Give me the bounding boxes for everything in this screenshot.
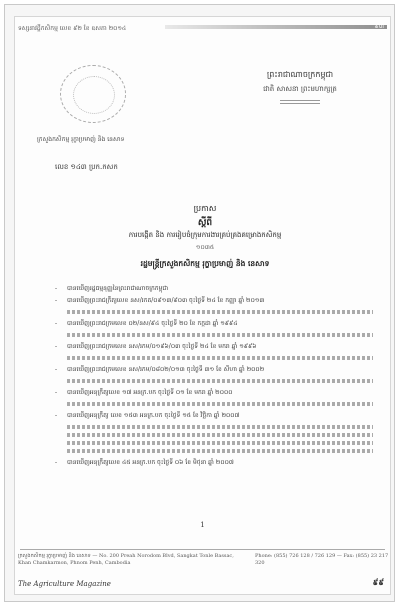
footer-rule xyxy=(20,549,385,550)
citation-list xyxy=(55,283,373,468)
citation-text: បានឃើញអនុក្រឹត្យលេខ ៤៥ អនក្រ.បក ចុះថ្ងៃទី ០៦ ខែ មិថុនា ឆ្នាំ ២០០៧ xyxy=(67,458,234,466)
document-code: ១០៣៥ xyxy=(195,244,215,251)
running-header: ទស្សនាវដ្តីកសិកម្ម លេខ ៩២ ខែ ឧសភា ២០១៤ xyxy=(18,25,127,32)
text-line-placeholder xyxy=(67,310,373,314)
text-line-placeholder xyxy=(67,379,373,383)
footer-page-badge: ៩៩ xyxy=(372,577,384,587)
minister-title: រដ្ឋមន្ត្រីក្រសួងកសិកម្ម រុក្ខាប្រមាញ់ និង នេសាទ xyxy=(140,259,270,268)
page-number: 1 xyxy=(200,521,205,529)
header-page-number: ៩៣ xyxy=(374,23,384,30)
bullet-dash: - xyxy=(55,342,58,350)
citation-item xyxy=(55,283,373,295)
text-line-placeholder xyxy=(67,402,373,406)
footer-contact: Phone: (855) 726 128 / 726 129 — Fax: (855) 23 217 320 xyxy=(255,553,389,566)
bullet-dash: - xyxy=(55,319,58,327)
document-subject-label: ស្តីពី xyxy=(197,218,213,228)
bullet-dash: - xyxy=(55,285,58,292)
text-line-placeholder xyxy=(67,449,373,453)
bullet-dash: - xyxy=(55,411,58,419)
bullet-dash: - xyxy=(55,388,58,396)
citation-text: បានឃើញព្រះរាជក្រមលេខ នស/រកម/០៨០២/០១៣ ចុះថ្ងៃទី ៣១ ខែ សីហា ឆ្នាំ ២០០២ xyxy=(67,365,265,373)
citation-text: បានឃើញព្រះរាជក្រឹត្យលេខ នស/រកត/០៩១៣/៩០៣ ចុះថ្ងៃទី ២៤ ខែ កញ្ញា ឆ្នាំ ២០១៣ xyxy=(67,296,265,304)
citation-text: បានឃើញរដ្ឋធម្មនុញ្ញនៃព្រះរាជាណាចក្រកម្ពុជា xyxy=(67,285,169,292)
text-line-placeholder xyxy=(67,356,373,360)
citation-item xyxy=(55,387,373,410)
citation-text: បានឃើញព្រះរាជក្រមលេខ នស/រកម/០១៩៦/០៣ ចុះថ្ងៃទី ២៤ ខែ មករា ឆ្នាំ ១៩៩៦ xyxy=(67,342,257,350)
reference-number: លេខ ១៤៣ ប្រក.កសក xyxy=(55,163,118,171)
citation-text: បានឃើញព្រះរាជក្រមលេខ ០២/នស/៩៤ ចុះថ្ងៃទី ២០ ខែ កក្កដា ឆ្នាំ ១៩៩៤ xyxy=(67,319,238,327)
citation-item xyxy=(55,295,373,318)
citation-item xyxy=(55,410,373,457)
citation-item xyxy=(55,341,373,364)
text-line-placeholder xyxy=(67,441,373,445)
document-page xyxy=(14,16,391,595)
bullet-dash: - xyxy=(55,458,58,466)
document-type: ប្រកាស xyxy=(193,204,217,213)
magazine-name: The Agriculture Magazine xyxy=(18,580,111,588)
footer-address: ក្រសួងកសិកម្ម រុក្ខាប្រមាញ់ និង នេសាទ — No. 200 Preah Norodom Blvd, Sangkat Tonle Bassac, Khan Chamkarmon, Phnom Penh, Cambodia xyxy=(18,553,234,566)
citation-item xyxy=(55,318,373,341)
kingdom-heading: ព្រះរាជាណាចក្រកម្ពុជា xyxy=(266,70,334,79)
ministry-name: ក្រសួងកសិកម្ម រុក្ខាប្រមាញ់ និង នេសាទ xyxy=(37,136,125,143)
scan-frame xyxy=(4,4,395,602)
bullet-dash: - xyxy=(55,365,58,373)
citation-item xyxy=(55,364,373,387)
national-motto: ជាតិ សាសនា ព្រះមហាក្សត្រ xyxy=(263,85,337,93)
citation-item xyxy=(55,457,373,469)
citation-text: បានឃើញអនុក្រឹត្យ លេខ ១៥៣ អនក្រ.បក ចុះថ្ងៃទី ១៥ ខែ វិច្ឆិកា ឆ្នាំ ២០០៧ xyxy=(67,411,240,419)
document-subject: ការបង្កើត និង ការរៀបចំក្រុមការងារគ្រប់គ្រងគម្រោងកសិកម្ម xyxy=(128,231,282,239)
text-line-placeholder xyxy=(67,333,373,337)
text-line-placeholder xyxy=(67,425,373,429)
ministry-seal-stamp xyxy=(60,65,126,123)
bullet-dash: - xyxy=(55,296,58,304)
citation-text: បានឃើញអនុក្រឹត្យលេខ ១៧ អនក្រ.បក ចុះថ្ងៃទី ០១ ខែ មករា ឆ្នាំ ២០០០ xyxy=(67,388,233,396)
motto-divider xyxy=(280,100,320,104)
text-line-placeholder xyxy=(67,433,373,437)
header-gradient-bar xyxy=(165,25,387,29)
